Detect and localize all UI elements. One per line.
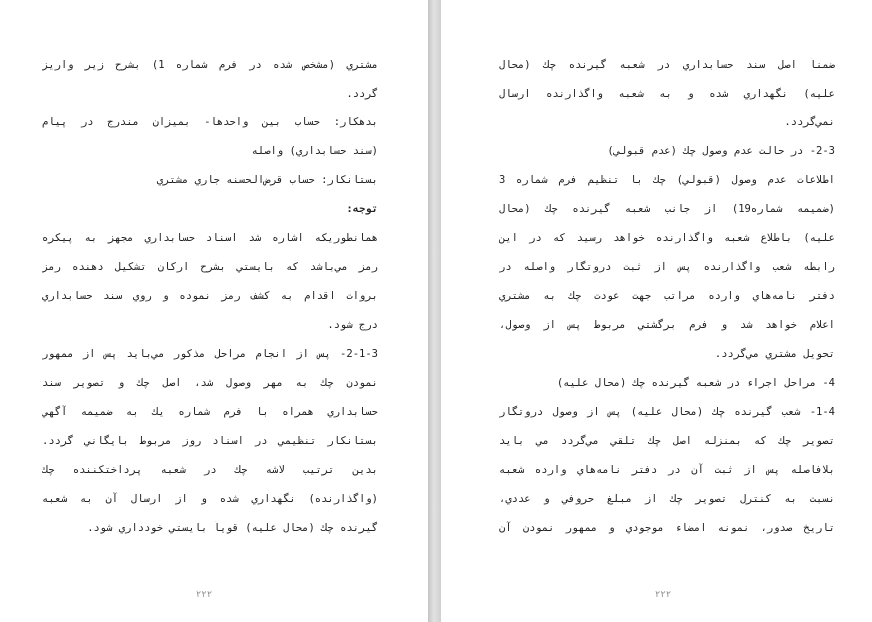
text-line: بستانكار تنظيمي در اسناد روز مربوط بايگاني گردد. [42, 435, 378, 447]
book-gutter [428, 0, 441, 622]
text-line: (ضميمه شماره19) از جانب شعبه گيرنده چك (محال [499, 203, 835, 215]
text-line: (واگذارنده) نگهداري شده و از ارسال آن به شعبه [42, 493, 378, 505]
right-page [441, 0, 872, 622]
text-line: ضمناً اصل سند حسابداري در شعبه گيرنده چك (محال [499, 59, 835, 71]
text-line: نمودن چك به مهر وصول شد، اصل چك و تصوير سند [42, 377, 378, 389]
text-line: تصوير چك كه بمنزله اصل چك تلقي مي‌گردد مي بايد [499, 435, 835, 447]
text-line: دفتر نامه‌هاي وارده مراتب جهت عودت چك به مشتري [499, 290, 835, 302]
text-line: (سند حسابداري) واصله [251, 145, 378, 157]
section-heading: 2-3- در حالت عدم وصول چك (عدم قبولي) [607, 145, 835, 157]
text-line: تحويل مشتري مي‌گردد. [714, 348, 835, 360]
text-line: اعلام خواهد شد و فرم برگشتي مربوط پس از وصول، [499, 319, 835, 331]
text-line: عليه) باطلاع شعبه واگذارنده خواهد رسيد كه در اين [499, 232, 835, 244]
text-line: نسبت به كنترل تصوير چك از مبلغ حروفي و عددي، [499, 493, 835, 505]
text-line: رمز مي‌باشد كه بايستي بشرح اركان تشكيل دهنده رمز [42, 261, 378, 273]
text-line: تاريخ صدور، نمونه امضاء موجودي و ممهور نمودن آن [499, 522, 835, 534]
page-number: ۲۲۲ [195, 590, 213, 600]
text-line: گيرنده چك (محال عليه) قوياً بايستي خودداري شود. [87, 522, 378, 534]
text-line: بلافاصله پس از ثبت آن در دفتر نامه‌هاي وارده شعبه [499, 464, 835, 476]
left-page [0, 0, 428, 622]
text-line: همانطوريكه اشاره شد اسناد حسابداري مجهز به پيكره [42, 232, 378, 244]
text-line: گردد. [346, 88, 378, 100]
text-line: اطلاعات عدم وصول (قبولي) چك با تنظيم فرم شماره 3 [499, 174, 835, 186]
text-line: 2-1-3- پس از انجام مراحل مذكور مي‌بايد پس از ممهور [42, 348, 378, 360]
text-line: بروات اقدام به كشف رمز نموده و روي سند حسابداري [42, 290, 378, 302]
text-line: بستانكار: حساب قرض‌الحسنه جاري مشتري [156, 174, 378, 186]
text-line: بدين ترتيب لاشه چك در شعبه پرداختكننده چك [42, 464, 378, 476]
section-heading: 4- مراحل اجراء در شعبه گيرنده چك (محال عليه) [556, 377, 835, 389]
text-line: عليه) نگهداري شده و به شعبه واگذارنده ارسال [499, 88, 835, 100]
text-line: بدهكار: حساب بين واحدها- بميزان مندرج در پيام [42, 116, 378, 128]
text-line: مشتري (مشخص شده در فرم شماره 1) بشرح زير واريز [42, 59, 378, 71]
section-heading: توجه: [346, 203, 378, 215]
page-number: ۲۲۲ [654, 590, 672, 600]
text-line: نمي‌گردد. [784, 116, 835, 128]
text-line: رابطه شعب واگذارنده پس از ثبت دروتگار واصله در [499, 261, 835, 273]
text-line: 1-4- شعب گيرنده چك (محال عليه) پس از وصول دروتگار [499, 406, 835, 418]
text-line: درج شود. [327, 319, 378, 331]
text-line: حسابداري همراه با فرم شماره يك به ضميمه آگهي [42, 406, 378, 418]
